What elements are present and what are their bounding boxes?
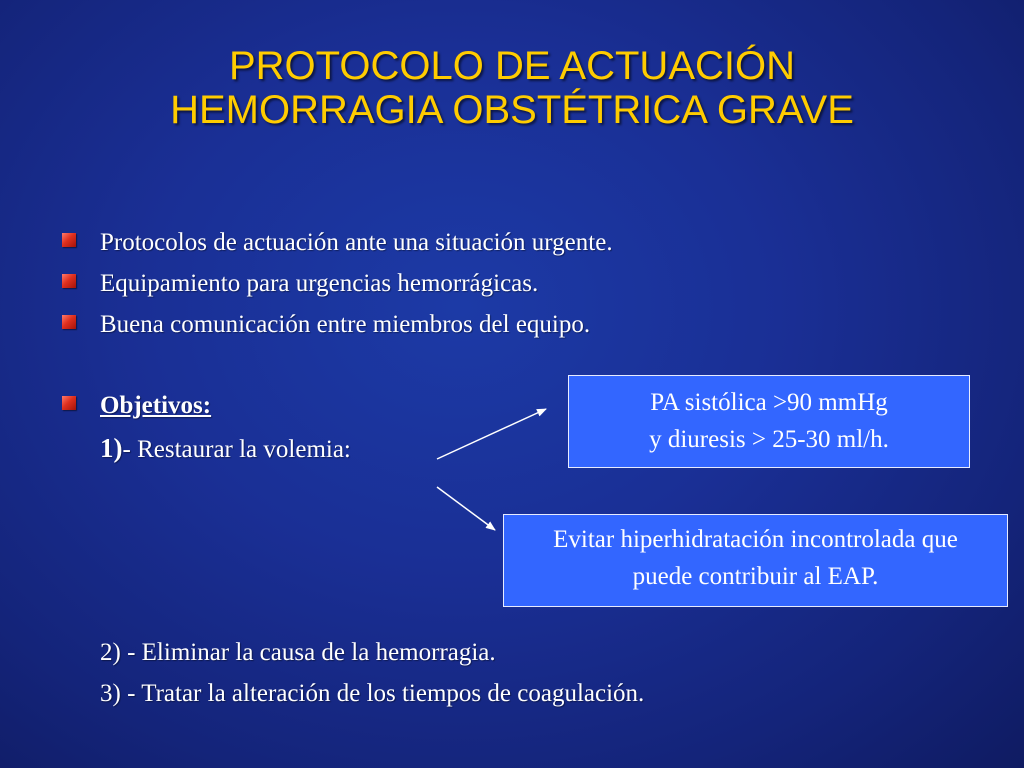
objective-text: - Restaurar la volemia: <box>122 436 351 463</box>
arrow-to-hydration-box <box>437 487 495 530</box>
box-line: y diuresis > 25-30 ml/h. <box>649 426 889 453</box>
box-line: puede contribuir al EAP. <box>632 563 879 590</box>
bullet-item: Protocolos de actuación ante una situación urgente. <box>100 229 613 256</box>
box-line: Evitar hiperhidratación incontrolada que <box>553 526 958 553</box>
bullet-marker <box>62 315 76 329</box>
objective-item-1 <box>100 433 351 465</box>
bullet-marker <box>62 274 76 288</box>
blood-pressure-target-box <box>568 375 970 468</box>
bullet-item: Equipamiento para urgencias hemorrágicas. <box>100 270 539 297</box>
objective-item-2: 2) - Eliminar la causa de la hemorragia. <box>100 639 496 666</box>
objective-number: 1) <box>100 433 123 463</box>
bullet-marker <box>62 233 76 247</box>
title-line-2: HEMORRAGIA OBSTÉTRICA GRAVE <box>170 88 854 132</box>
box-line: PA sistólica >90 mmHg <box>650 389 888 416</box>
title-line-1: PROTOCOLO DE ACTUACIÓN <box>228 44 795 88</box>
objectives-heading: Objetivos: <box>100 392 212 419</box>
arrow-to-pressure-box <box>437 409 546 459</box>
slide-title <box>0 44 1024 132</box>
bullet-marker <box>62 396 76 410</box>
objective-item-3: 3) - Tratar la alteración de los tiempos de coagulación. <box>100 680 645 707</box>
bullet-item: Buena comunicación entre miembros del equipo. <box>100 311 591 338</box>
hyperhydration-warning-box <box>503 514 1008 607</box>
